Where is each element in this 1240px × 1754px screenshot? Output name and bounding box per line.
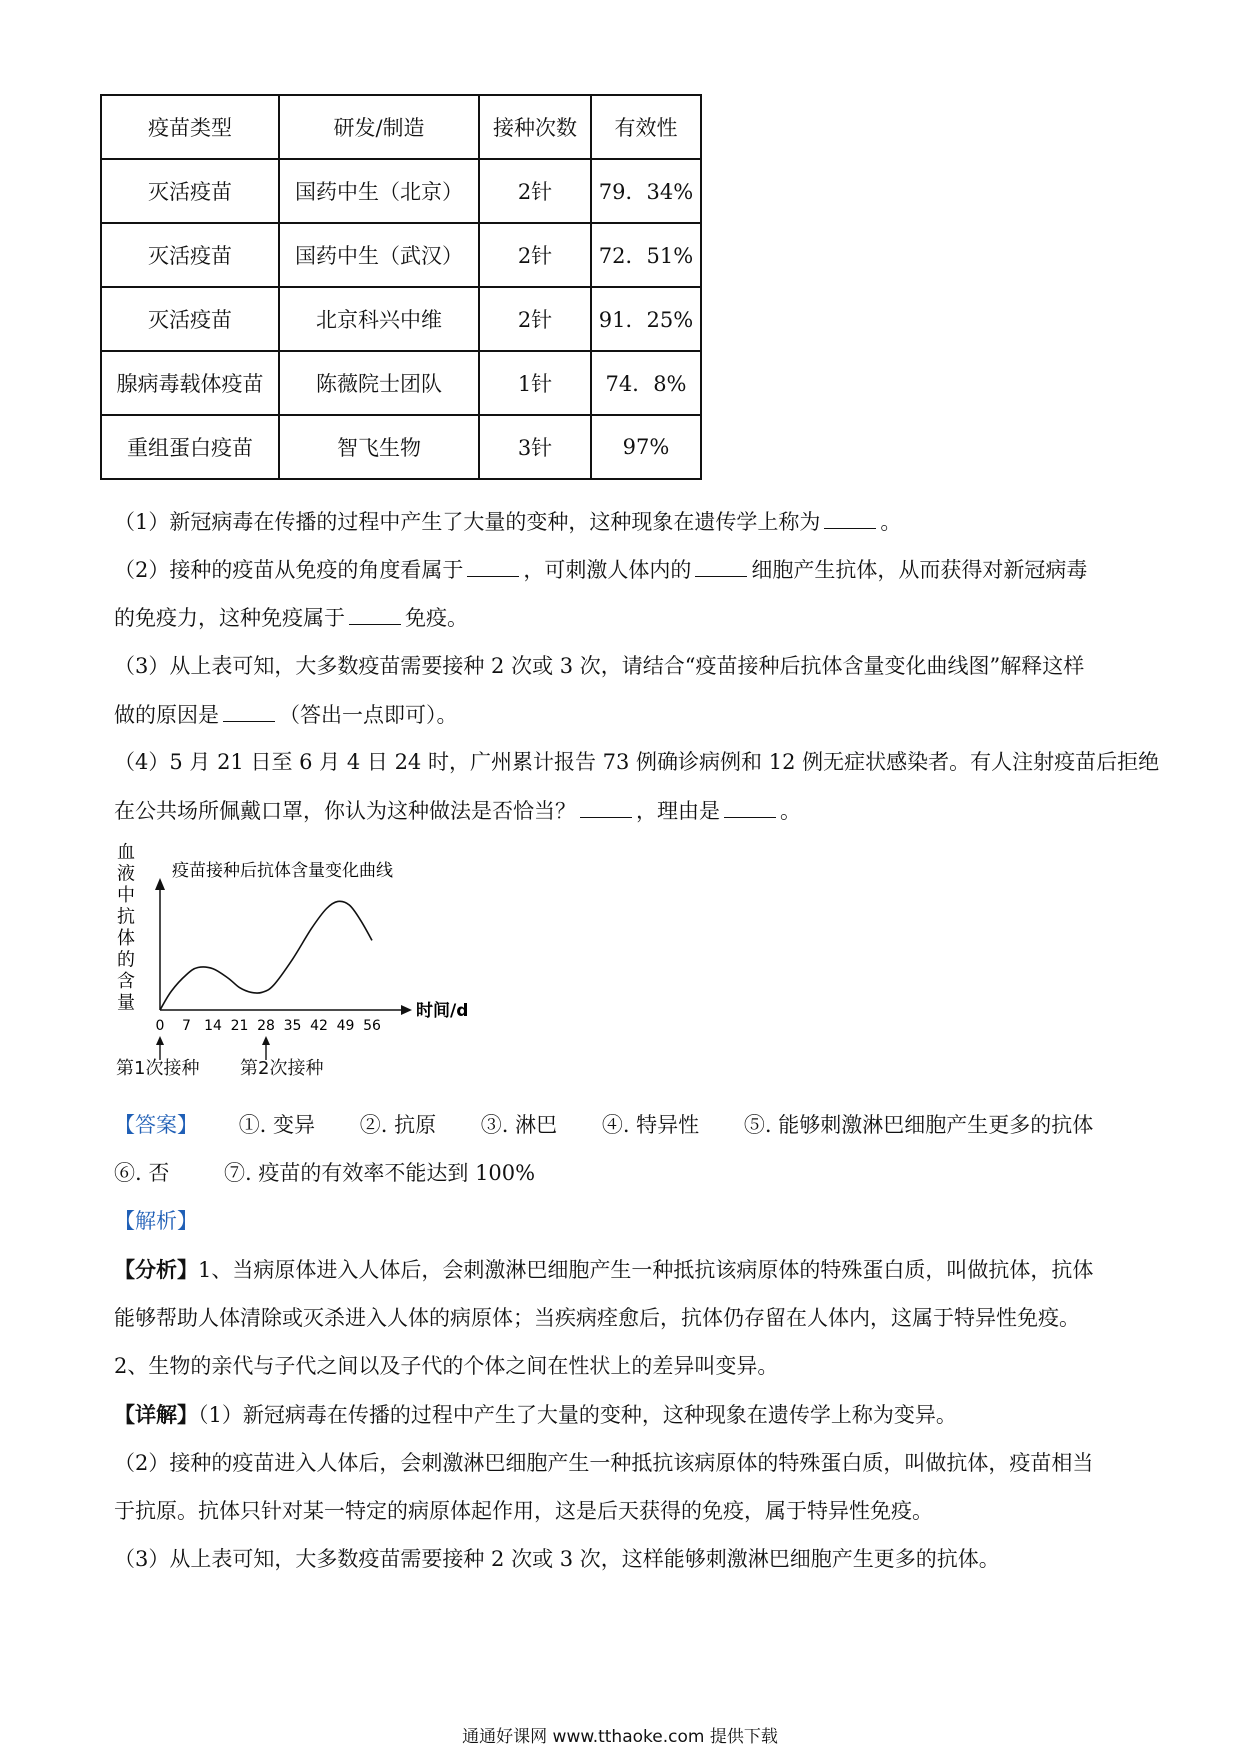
analysis-fx-line-1: [114, 1255, 1124, 1285]
detail-line-2: （2）接种的疫苗进入人体后，会刺激淋巴细胞产生一种抵抗该病原体的特殊蛋白质，叫做抗体，疫苗相当: [114, 1451, 1094, 1475]
answer-item: ①. 变异: [238, 1113, 316, 1137]
question-text: （2）接种的疫苗从免疫的角度看属于: [114, 558, 464, 582]
table-row: [101, 159, 701, 223]
table-cell: 3针: [479, 415, 591, 479]
table-cell: 91．25%: [591, 287, 701, 351]
y-axis-label: [117, 842, 135, 1014]
table-cell: 72．51%: [591, 223, 701, 287]
question-text: 的免疫力，这种免疫属于: [114, 606, 345, 630]
table-cell: 北京科兴中维: [279, 287, 479, 351]
table-row: [101, 287, 701, 351]
table-cell: 腺病毒载体疫苗: [101, 351, 279, 415]
question-text: 免疫。: [405, 606, 468, 630]
table-row: [101, 415, 701, 479]
x-tick-label: 28: [257, 1018, 275, 1034]
table-cell: 1针: [479, 351, 591, 415]
x-tick-label: 35: [283, 1018, 302, 1034]
x-tick-label: 7: [182, 1018, 191, 1034]
table-cell: 国药中生（武汉）: [279, 223, 479, 287]
answer-blank: [695, 554, 747, 577]
table-cell: 重组蛋白疫苗: [101, 415, 279, 479]
dose-label-1: 第1次接种: [116, 1058, 200, 1079]
detail-line-1: [114, 1400, 1124, 1430]
answer-item: ⑤. 能够刺激淋巴细胞产生更多的抗体: [743, 1113, 1094, 1137]
question-2-line-2: [114, 602, 1124, 633]
detail-line-4: （3）从上表可知，大多数疫苗需要接种 2 次或 3 次，这样能够刺激淋巴细胞产生更多的抗体。: [114, 1547, 1000, 1571]
x-tick-label: 0: [155, 1018, 165, 1034]
answer-item: ④. 特异性: [601, 1113, 700, 1137]
table-cell: 灭活疫苗: [101, 287, 279, 351]
section-label: 【详解】: [114, 1402, 198, 1427]
x-tick-label: 14: [204, 1018, 222, 1034]
y-axis-label-char: 血: [117, 842, 135, 863]
question-text: 细胞产生抗体，从而获得对新冠病毒: [751, 558, 1088, 582]
header-cell: 接种次数: [479, 95, 591, 159]
chart-title: 疫苗接种后抗体含量变化曲线: [172, 861, 393, 881]
section-label: 【分析】: [114, 1257, 198, 1282]
table-cell: 97%: [591, 415, 701, 479]
y-axis-label-char: 量: [117, 992, 135, 1014]
question-text: 。: [780, 799, 801, 823]
analysis-fx-line-3: 2、生物的亲代与子代之间以及子代的个体之间在性状上的差异叫变异。: [114, 1354, 779, 1378]
antibody-curve-chart: [110, 840, 510, 1070]
answer-item: ⑦. 疫苗的有效率不能达到 100%: [224, 1161, 536, 1185]
dose-arrow-head: [156, 1036, 164, 1045]
table-cell: 79．34%: [591, 159, 701, 223]
table-row: [101, 351, 701, 415]
table-cell: 2针: [479, 223, 591, 287]
question-text: ，可刺激人体内的: [523, 558, 692, 582]
table-header-row: [101, 95, 701, 159]
table-cell: 陈薇院士团队: [279, 351, 479, 415]
answer-item: ②. 抗原: [359, 1113, 437, 1137]
question-3-line-1: （3）从上表可知，大多数疫苗需要接种 2 次或 3 次，请结合“疫苗接种后抗体含量变化曲线图”解释这样: [114, 654, 1085, 678]
header-cell: 研发/制造: [279, 95, 479, 159]
question-4-line-2: [114, 795, 1124, 826]
analysis-label: 【解析】: [114, 1209, 198, 1233]
question-text: 做的原因是: [114, 703, 219, 727]
vaccine-table: [100, 94, 702, 480]
answer-item: ⑥. 否: [114, 1161, 170, 1185]
answer-item: ③. 淋巴: [480, 1113, 558, 1137]
answer-line-2: [114, 1158, 1124, 1188]
y-axis-label-char: 抗: [117, 906, 135, 928]
table-cell: 智飞生物: [279, 415, 479, 479]
x-tick-label: 42: [310, 1018, 328, 1034]
x-axis-arrow: [401, 1005, 412, 1015]
question-text: 。: [880, 510, 902, 534]
y-axis-label-char: 的: [117, 949, 135, 971]
question-text: ，理由是: [636, 799, 720, 823]
table-row: [101, 223, 701, 287]
table-cell: 灭活疫苗: [101, 223, 279, 287]
table-cell: 国药中生（北京）: [279, 159, 479, 223]
question-text: （答出一点即可）。: [279, 703, 458, 727]
answer-label: 【答案】: [114, 1113, 198, 1137]
dose-label-2: 第2次接种: [240, 1058, 324, 1079]
question-text: 在公共场所佩戴口罩，你认为这种做法是否恰当？: [114, 799, 576, 823]
answer-line-1: [114, 1110, 1124, 1140]
question-3-line-2: [114, 699, 1124, 730]
answer-blank: [724, 795, 776, 818]
table-cell: 2针: [479, 159, 591, 223]
x-axis-label: 时间/d: [416, 1001, 469, 1021]
answer-blank: [349, 602, 401, 625]
y-axis-label-char: 液: [117, 863, 135, 885]
analysis-text: 1、当病原体进入人体后，会刺激淋巴细胞产生一种抵抗该病原体的特殊蛋白质，叫做抗体，抗体: [198, 1258, 1094, 1282]
table-cell: 74．8%: [591, 351, 701, 415]
header-cell: 疫苗类型: [101, 95, 279, 159]
x-tick-label: 21: [230, 1018, 249, 1034]
answer-blank: [580, 795, 632, 818]
question-4-line-1: （4）5 月 21 日至 6 月 4 日 24 时，广州累计报告 73 例确诊病例和 12 例无症状感染者。有人注射疫苗后拒绝: [114, 750, 1160, 774]
question-text: （1）新冠病毒在传播的过程中产生了大量的变种，这种现象在遗传学上称为: [114, 510, 821, 534]
y-axis-label-char: 含: [117, 971, 135, 992]
dose-arrow-head: [262, 1036, 270, 1045]
detail-line-3: 于抗原。抗体只针对某一特定的病原体起作用，这是后天获得的免疫，属于特异性免疫。: [114, 1499, 933, 1523]
answer-blank: [467, 554, 519, 577]
analysis-fx-line-2: 能够帮助人体清除或灭杀进入人体的病原体；当疾病痊愈后，抗体仍存留在人体内，这属于特异性免疫。: [114, 1306, 1080, 1330]
x-tick-label: 56: [363, 1018, 381, 1034]
x-tick-labels: [156, 1018, 381, 1034]
question-1: [114, 506, 1124, 537]
y-axis-arrow: [155, 878, 165, 890]
analysis-text: （1）新冠病毒在传播的过程中产生了大量的变种，这种现象在遗传学上称为变异。: [198, 1403, 957, 1427]
y-axis-label-char: 体: [117, 928, 135, 949]
table-cell: 灭活疫苗: [101, 159, 279, 223]
x-tick-label: 49: [336, 1018, 355, 1034]
answer-blank: [223, 699, 275, 722]
answer-blank: [824, 506, 876, 529]
question-2-line-1: [114, 554, 1124, 585]
header-cell: 有效性: [591, 95, 701, 159]
antibody-curve: [160, 901, 372, 1010]
y-axis-label-char: 中: [117, 885, 135, 906]
table-cell: 2针: [479, 287, 591, 351]
page-footer: 通通好课网 www.tthaoke.com 提供下载: [462, 1727, 778, 1747]
